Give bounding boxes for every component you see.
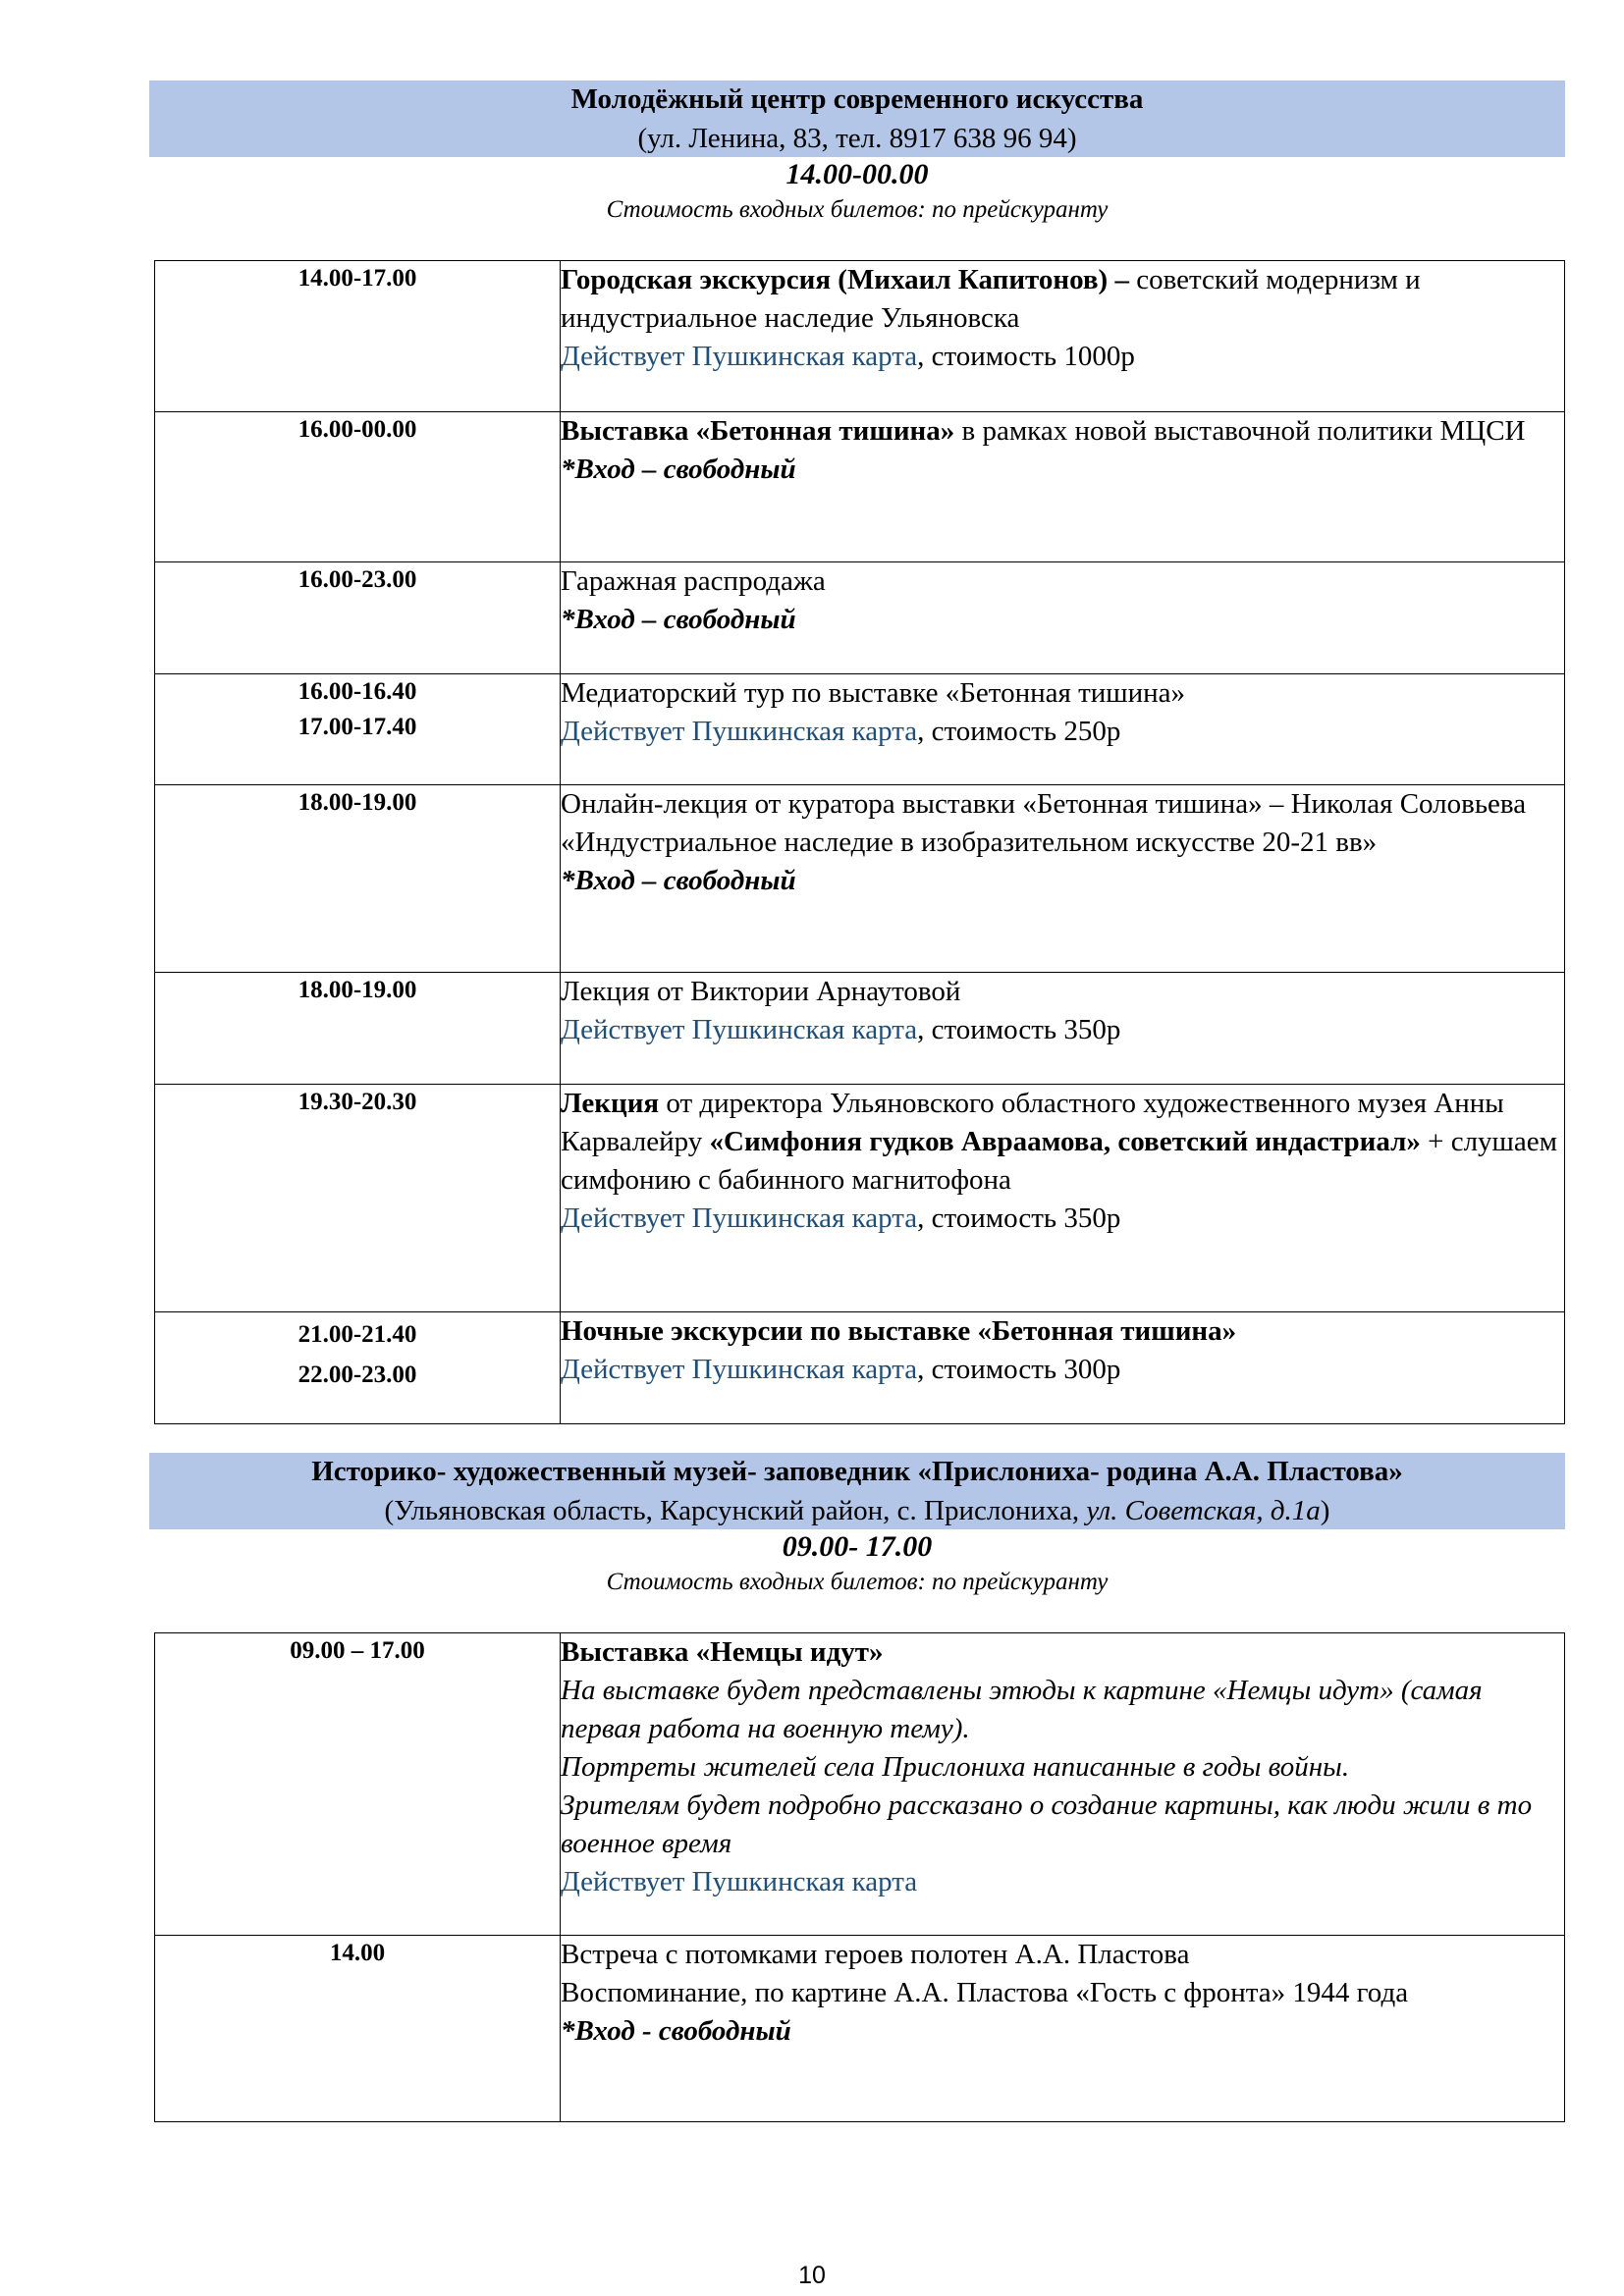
section1-header [149, 80, 1565, 228]
price-text: , стоимость 350р [917, 1014, 1121, 1045]
venue-name: Историко- художественный музей- заповедник «Прислониха- родина А.А. Пластова» [311, 1456, 1403, 1487]
time-text: 18.00-19.00 [298, 977, 417, 1003]
time-text: 14.00-17.00 [298, 265, 417, 292]
event-title: Выставка «Немцы идут» [561, 1636, 884, 1668]
event-subtitle: советский модернизм и индустриальное наследие Ульяновска [561, 264, 1421, 334]
schedule-table-2 [154, 1632, 1565, 2122]
time-text-2: 22.00-23.00 [298, 1362, 417, 1388]
event-time [155, 412, 561, 562]
section2-header [149, 1453, 1565, 1600]
venue-address: (ул. Ленина, 83, тел. 8917 638 96 94) [637, 123, 1077, 154]
free-entry-note: *Вход – свободный [561, 865, 796, 896]
event-time [155, 973, 561, 1085]
venue-bar [149, 1453, 1565, 1529]
time-text: 14.00 [329, 1940, 386, 1966]
event-title: Лекция от Виктории Арнаутовой [561, 976, 961, 1007]
price-text: , стоимость 350р [917, 1202, 1121, 1234]
pushkin-card-link[interactable]: Действует Пушкинская карта [561, 716, 918, 747]
event-time [155, 1936, 561, 2122]
event-time [155, 785, 561, 973]
table-row [155, 674, 1565, 785]
free-entry-note: *Вход - свободный [561, 2015, 791, 2047]
event-time [155, 1312, 561, 1424]
pushkin-card-link[interactable]: Действует Пушкинская карта [561, 1354, 918, 1385]
event-description [561, 1085, 1565, 1312]
lecture-title: «Симфония гудков Авраамова, советский индастриал» [709, 1126, 1421, 1157]
event-description [561, 1633, 1565, 1936]
venue-hours: 14.00-00.00 [785, 158, 929, 190]
event-title: Медиаторский тур по выставке «Бетонная тишина» [561, 677, 1186, 709]
event-title: Гаражная распродажа [561, 565, 826, 597]
price-text: , стоимость 1000р [917, 341, 1135, 372]
event-time [155, 1085, 561, 1312]
venue-name: Молодёжный центр современного искусства [570, 83, 1144, 115]
event-title: Онлайн-лекция от куратора выставки «Бетонная тишина» – Николая Соловьева «Индустриальное наследие в изобразительном искусстве 20-21 вв» [561, 788, 1527, 858]
pushkin-card-link[interactable]: Действует Пушкинская карта [561, 1014, 918, 1045]
table-row [155, 973, 1565, 1085]
cost-note: Стоимость входных билетов: по прейскуранту [606, 1569, 1109, 1595]
event-description [561, 261, 1565, 412]
event-detail: Портреты жителей села Прислониха написанные в годы войны. [561, 1751, 1350, 1783]
price-text: , стоимость 250р [917, 716, 1121, 747]
event-description [561, 412, 1565, 562]
address-plain: (Ульяновская область, Карсунский район, с. Прислониха, [384, 1495, 1087, 1526]
venue-bar [149, 80, 1565, 157]
time-text: 21.00-21.40 [298, 1321, 417, 1348]
time-text: 09.00 – 17.00 [290, 1637, 425, 1664]
event-description [561, 674, 1565, 785]
pushkin-card-link[interactable]: Действует Пушкинская карта [561, 341, 918, 372]
event-title: Городская экскурсия (Михаил Капитонов) – [561, 264, 1129, 295]
event-description [561, 973, 1565, 1085]
table-row [155, 1633, 1565, 1936]
lecture-speaker: от директора Ульяновского областного художественного музея Анны Карвалейру [561, 1088, 1504, 1157]
pushkin-card-link[interactable]: Действует Пушкинская карта [561, 1202, 918, 1234]
pushkin-card-link[interactable]: Действует Пушкинская карта [561, 1866, 918, 1897]
event-time [155, 1633, 561, 1936]
event-time [155, 261, 561, 412]
venue-address [149, 1492, 1565, 1529]
event-detail: На выставке будет представлены этюды к картине «Немцы идут» (самая первая работа на военную тему). [561, 1675, 1483, 1744]
time-text: 18.00-19.00 [298, 789, 417, 816]
table-row [155, 1085, 1565, 1312]
event-description [561, 562, 1565, 674]
event-description [561, 785, 1565, 973]
time-text: 19.30-20.30 [298, 1089, 417, 1115]
event-title: Ночные экскурсии по выставке «Бетонная тишина» [561, 1315, 1237, 1347]
event-subtitle: в рамках новой выставочной политики МЦСИ [954, 415, 1526, 447]
time-text: 16.00-00.00 [298, 416, 417, 443]
event-detail: Зрителям будет подробно рассказано о создание картины, как люди жили в то военное время [561, 1789, 1533, 1859]
event-time [155, 562, 561, 674]
price-text: , стоимость 300р [917, 1354, 1121, 1385]
table-row [155, 261, 1565, 412]
schedule-table-1 [154, 260, 1565, 1424]
lecture-label: Лекция [561, 1088, 660, 1119]
time-text: 16.00-23.00 [298, 566, 417, 593]
event-time [155, 674, 561, 785]
event-description [561, 1312, 1565, 1424]
address-close: ) [1320, 1495, 1330, 1526]
page-number: 10 [798, 2262, 826, 2289]
lecture-extra: + слушаем симфонию с бабинного магнитофона [561, 1126, 1557, 1196]
event-title: Встреча с потомками героев полотен А.А. Пластова [561, 1939, 1190, 1970]
address-street: ул. Советская, д.1а [1086, 1495, 1321, 1526]
table-row [155, 1312, 1565, 1424]
cost-note: Стоимость входных билетов: по прейскуранту [606, 196, 1109, 223]
table-row [155, 412, 1565, 562]
table-row [155, 1936, 1565, 2122]
time-text: 16.00-16.40 [298, 678, 417, 705]
event-detail: Воспоминание, по картине А.А. Пластова «Гость с фронта» 1944 года [561, 1977, 1409, 2008]
time-text-2: 17.00-17.40 [298, 714, 417, 740]
table-row [155, 785, 1565, 973]
table-row [155, 562, 1565, 674]
event-description [561, 1936, 1565, 2122]
event-title: Выставка «Бетонная тишина» [561, 415, 955, 447]
venue-hours: 09.00- 17.00 [782, 1530, 933, 1563]
free-entry-note: *Вход – свободный [561, 604, 796, 635]
free-entry-note: *Вход – свободный [561, 454, 796, 485]
